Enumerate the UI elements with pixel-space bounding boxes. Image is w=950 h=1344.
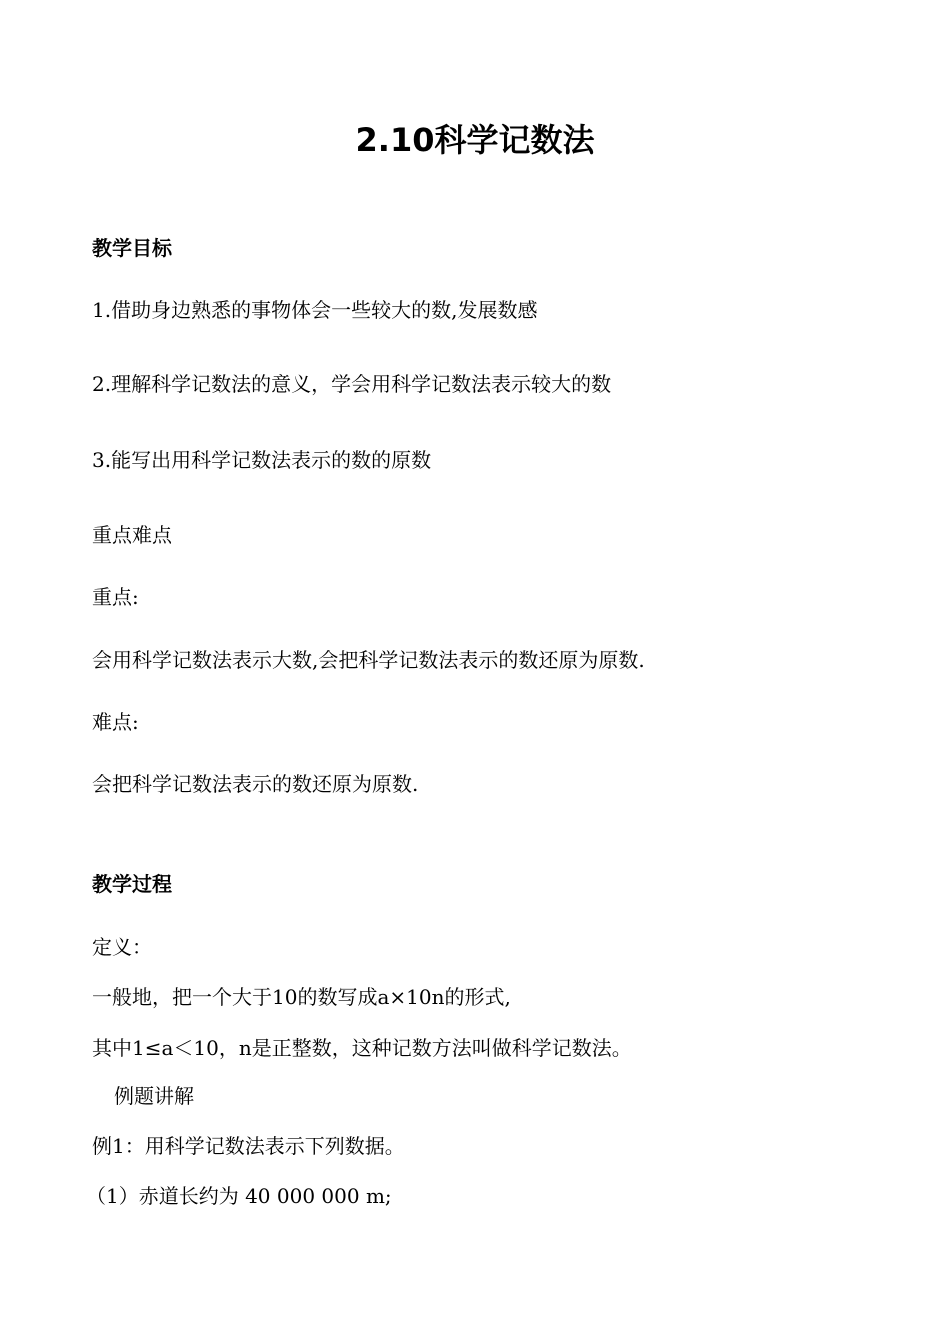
difficulty-text: 会把科学记数法表示的数还原为原数. [92, 772, 419, 796]
section-heading-process: 教学过程 [92, 872, 172, 896]
document-title: 2.10科学记数法 [355, 121, 595, 159]
example-1-item-1: （1）赤道长约为 40 000 000 m; [86, 1184, 392, 1208]
definition-line-1: 一般地，把一个大于10的数写成a×10n的形式, [92, 985, 511, 1009]
objective-item-1: 1.借助身边熟悉的事物体会一些较大的数,发展数感 [92, 298, 538, 322]
example-1: 例1：用科学记数法表示下列数据。 [92, 1134, 405, 1158]
section-heading-objectives: 教学目标 [92, 236, 172, 260]
definition-line-2: 其中1≤a＜10，n是正整数，这种记数方法叫做科学记数法。 [92, 1036, 632, 1060]
key-point-label: 重点: [92, 585, 139, 609]
objective-item-3: 3.能写出用科学记数法表示的数的原数 [92, 448, 432, 472]
objective-item-2: 2.理解科学记数法的意义，学会用科学记数法表示较大的数 [92, 372, 612, 396]
examples-heading: 例题讲解 [114, 1084, 194, 1108]
definition-label: 定义： [92, 935, 152, 959]
key-point-text: 会用科学记数法表示大数,会把科学记数法表示的数还原为原数. [92, 648, 645, 672]
difficulty-label: 难点: [92, 710, 139, 734]
key-points-heading: 重点难点 [92, 523, 172, 547]
